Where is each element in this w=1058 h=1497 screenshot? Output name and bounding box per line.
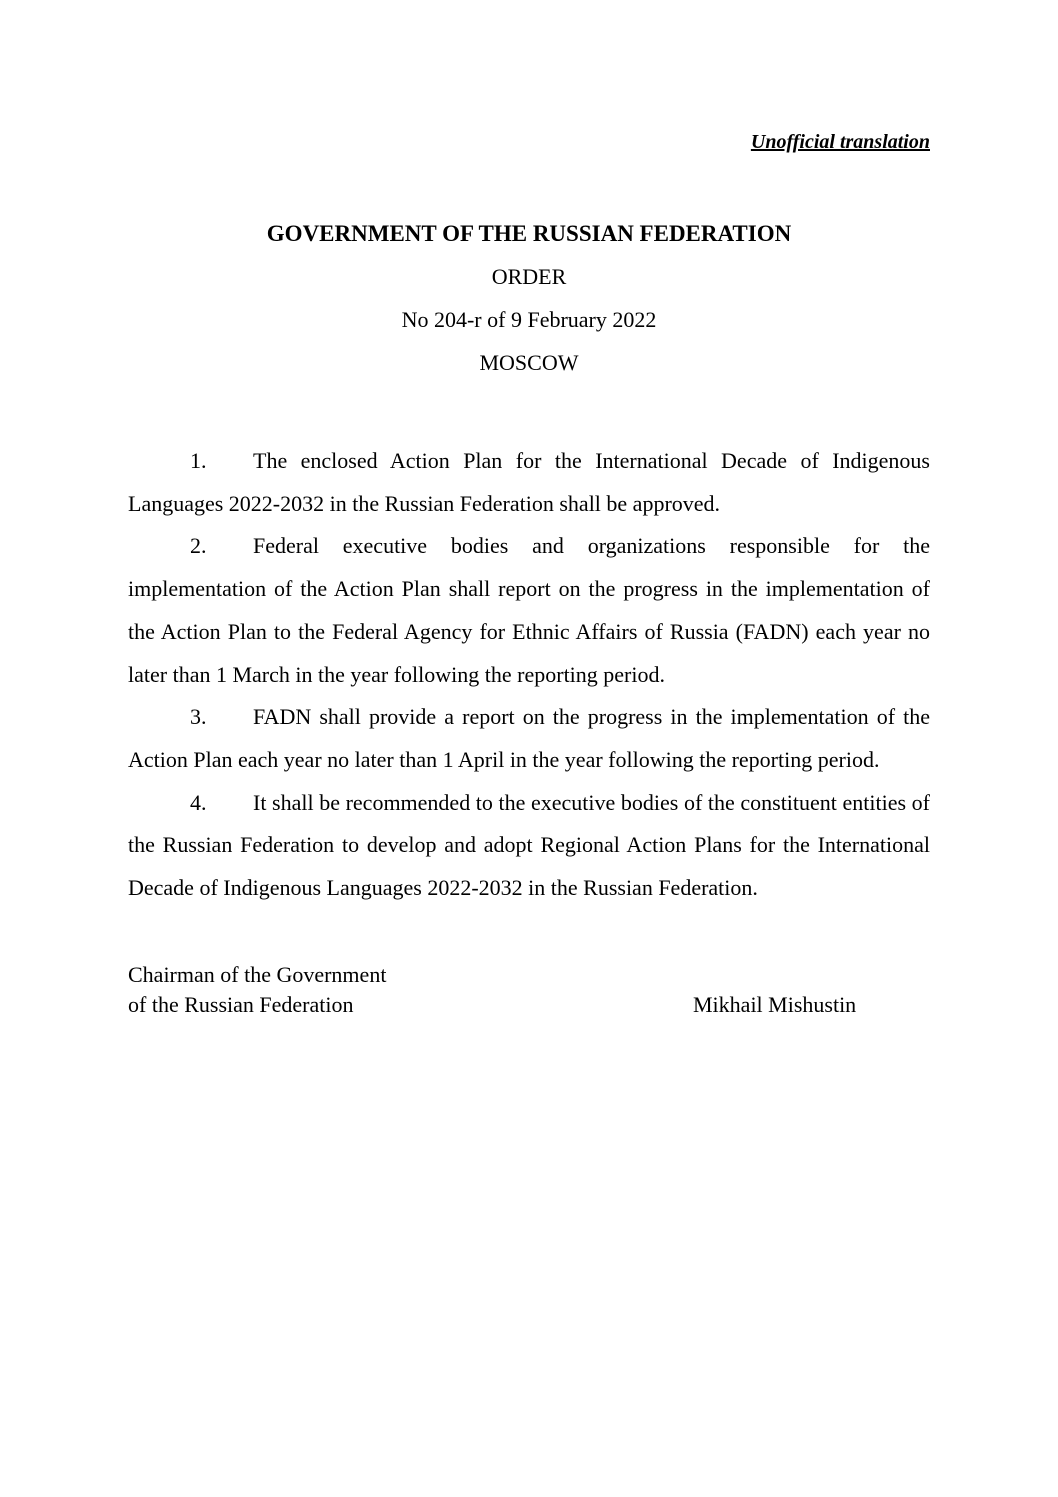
paragraph-2 bbox=[128, 525, 930, 696]
signature-line2 bbox=[128, 990, 930, 1020]
paragraph-4-text: It shall be recommended to the executive bodies of the constituent entities of the Russian Federation to develop and adopt Regional Action Plans for the International Decade of Indigenous Languages 2022-2032 in the Russian Federation. bbox=[128, 789, 930, 901]
document-number-line: No 204-r of 9 February 2022 bbox=[401, 307, 657, 332]
document-header bbox=[128, 212, 930, 384]
paragraph-1-text: The enclosed Action Plan for the International Decade of Indigenous Languages 2022-2032 in the Russian Federation shall be approved. bbox=[128, 448, 930, 516]
paragraph-4-number: 4. bbox=[190, 789, 207, 815]
paragraph-1-number: 1. bbox=[190, 448, 207, 473]
issuing-authority-title: GOVERNMENT OF THE RUSSIAN FEDERATION bbox=[266, 221, 792, 246]
signatory-title-line2: of the Russian Federation bbox=[128, 991, 354, 1017]
paragraph-3-number: 3. bbox=[190, 704, 207, 730]
annotation-line bbox=[128, 130, 930, 154]
paragraph-3-text: FADN shall provide a report on the progress in the implementation of the Action Plan each year no later than 1 April in the year following the reporting period. bbox=[128, 704, 930, 772]
document-type: ORDER bbox=[491, 264, 567, 289]
document-city: MOSCOW bbox=[479, 350, 579, 375]
paragraph-2-text: Federal executive bodies and organizations responsible for the implementation of the Action Plan shall report on the progress in the implementation of the Action Plan to the Federal Agency for Ethnic Affairs of Russia (FADN) each year no later than 1 March in the year following the reporting period. bbox=[128, 533, 930, 687]
paragraph-2-number: 2. bbox=[190, 533, 207, 559]
signatory-title-line1: Chairman of the Government bbox=[128, 961, 387, 987]
signatory-name: Mikhail Mishustin bbox=[693, 991, 857, 1017]
document-body bbox=[128, 440, 930, 910]
paragraph-1 bbox=[128, 440, 930, 525]
signature-block bbox=[128, 960, 930, 1020]
paragraph-3 bbox=[128, 696, 930, 781]
unofficial-translation-label: Unofficial translation bbox=[750, 131, 930, 153]
paragraph-4 bbox=[128, 782, 930, 910]
